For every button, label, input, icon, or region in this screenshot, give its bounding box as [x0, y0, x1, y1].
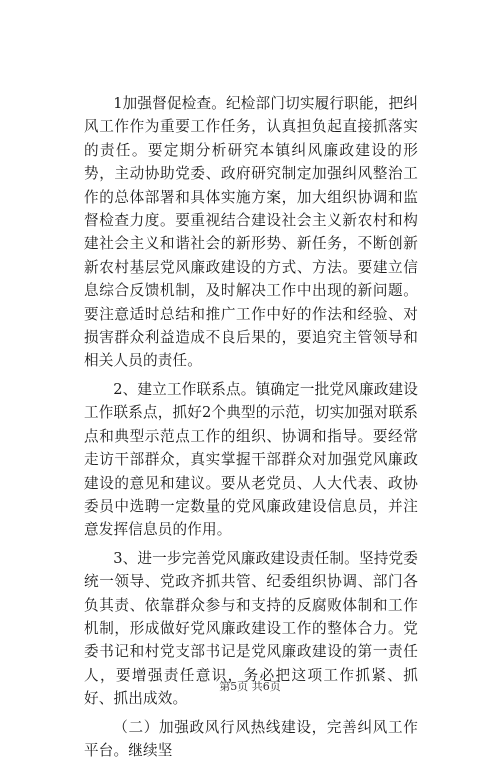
paragraph-1: 1加强督促检查。纪检部门切实履行职能，把纠风工作作为重要工作任务，认真担负起直接抓落实的责任。要定期分析研究本镇纠风廉政建设的形势，主动协助党委、政府研究制定加强纠风整治工作的总体部署和具体实施方案，加大组织协调和监督检查力度。要重视结合建设社会主义新农村和构建社会主义和谐社会的新形势、新任务，不断创新新农村基层党风廉政建设的方式、方法。要建立信息综合反馈机制，及时解决工作中出现的新问题。要注意适时总结和推广工作中好的作法和经验、对损害群众利益造成不良后果的，要追究主管领导和相关人员的责任。: [84, 95, 418, 370]
paragraph-4: （二）加强政风行风热线建设，完善纠风工作平台。继续坚: [84, 718, 418, 759]
paragraph-2: 2、建立工作联系点。镇确定一批党风廉政建设工作联系点，抓好2个典型的示范，切实加强对联系点和典型示范点工作的组织、协调和指导。要经常走访干部群众，真实掌握干部群众对加强党风廉政建设的意见和建议。要从老党员、人大代表、政协委员中选聘一定数量的党风廉政建设信息员，并注意发挥信息员的作用。: [84, 380, 418, 539]
document-body: [84, 92, 418, 762]
page-footer: 第5页 共6页: [219, 680, 281, 693]
paragraph-3: 3、进一步完善党风廉政建设责任制。坚持党委统一领导、党政齐抓共管、纪委组织协调、部门各负其责、依靠群众参与和支持的反腐败体制和工作机制，形成做好党风廉政建设工作的整体合力。党委书记和村党支部书记是党风廉政建设的第一责任人，要增强责任意识，务必把这项工作抓紧、抓好、抓出成效。: [84, 549, 418, 708]
